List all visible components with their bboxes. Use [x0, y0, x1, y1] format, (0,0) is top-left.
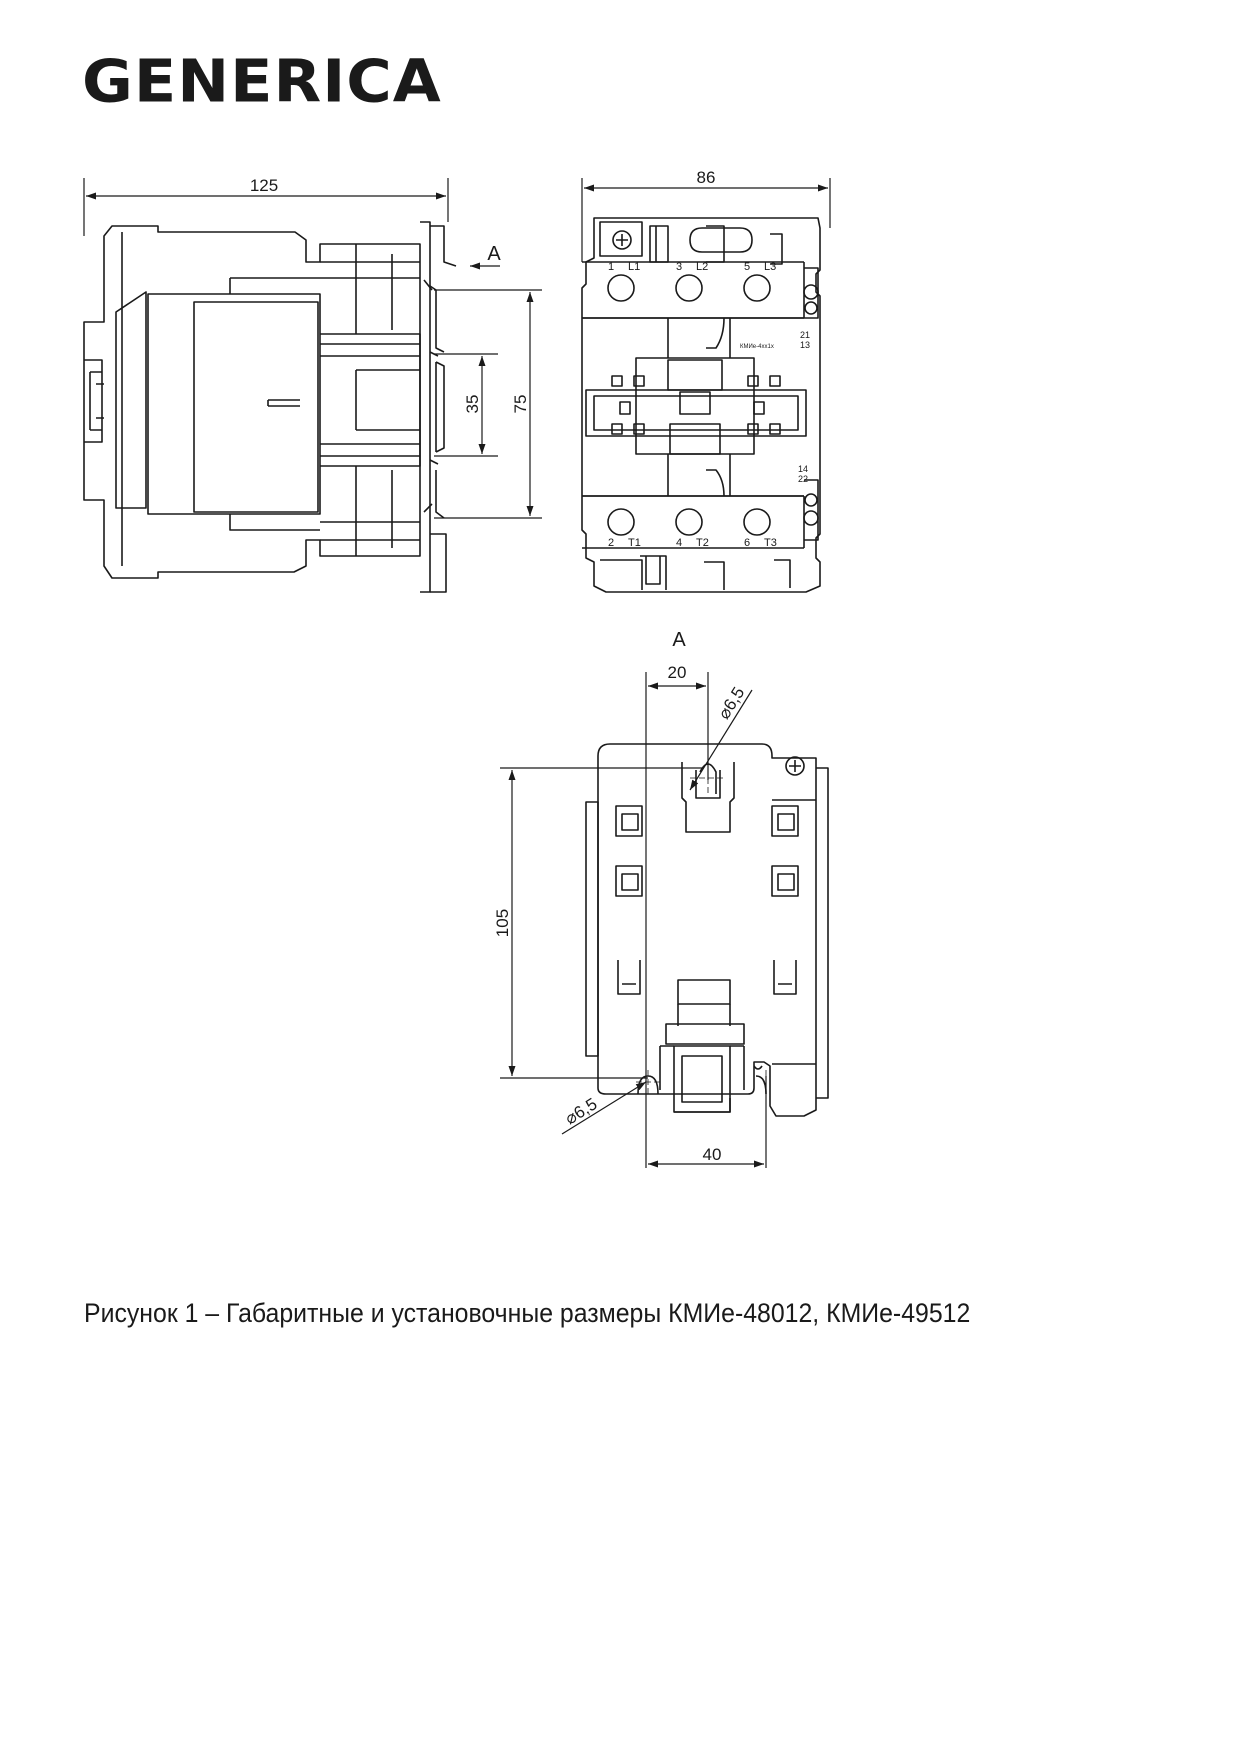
terminal-num-1: 1 [608, 261, 615, 273]
terminal-num-3: 3 [676, 261, 683, 273]
aux-label-21: 21 [800, 330, 811, 340]
terminal-label-L3: L3 [764, 261, 777, 273]
view-arrow-label: A [487, 243, 501, 265]
dim-label-35: 35 [463, 394, 482, 414]
dim-label-105: 105 [493, 908, 512, 938]
side-view [84, 222, 456, 592]
terminal-T3-screw [744, 509, 770, 535]
terminal-label-T3: T3 [764, 537, 777, 549]
brand-logo: GENERICA [82, 46, 442, 116]
aux-label-14: 14 [798, 464, 809, 474]
side-coil [148, 294, 320, 514]
dim-label-125: 125 [249, 176, 279, 195]
model-label: КМИе-4xx1x [740, 344, 774, 350]
terminal-T1-screw [608, 509, 634, 535]
dim-label-86: 86 [696, 168, 716, 187]
terminal-num-2: 2 [608, 537, 615, 549]
front-view [582, 218, 820, 592]
aux-label-22: 22 [798, 474, 809, 484]
dim-label-40: 40 [702, 1145, 722, 1164]
terminal-L3-screw [744, 275, 770, 301]
terminal-label-L1: L1 [628, 261, 641, 273]
terminal-num-5: 5 [744, 261, 751, 273]
front-contact-carriage [586, 390, 806, 436]
terminal-T2-screw [676, 509, 702, 535]
din-latch [678, 980, 730, 1004]
figure-caption: Рисунок 1 – Габаритные и установочные размеры КМИе-48012, КМИе-49512 [84, 1298, 971, 1328]
terminal-num-6: 6 [744, 537, 751, 549]
aux-label-13: 13 [800, 340, 811, 350]
din-rail-profile [420, 222, 430, 592]
view-a [586, 744, 828, 1116]
dim-label-20: 20 [667, 663, 687, 682]
terminal-L1-screw [608, 275, 634, 301]
dim-label-75: 75 [511, 394, 530, 414]
dim-label-diameter-top: ⌀6,5 [714, 683, 749, 723]
terminal-label-T1: T1 [628, 537, 641, 549]
dim-label-diameter-bottom: ⌀6,5 [561, 1094, 601, 1129]
terminal-num-4: 4 [676, 537, 683, 549]
terminal-label-T2: T2 [696, 537, 709, 549]
view-a-title: A [672, 629, 686, 651]
front-body-outline [582, 218, 820, 592]
terminal-label-L2: L2 [696, 261, 709, 273]
terminal-L2-screw [676, 275, 702, 301]
